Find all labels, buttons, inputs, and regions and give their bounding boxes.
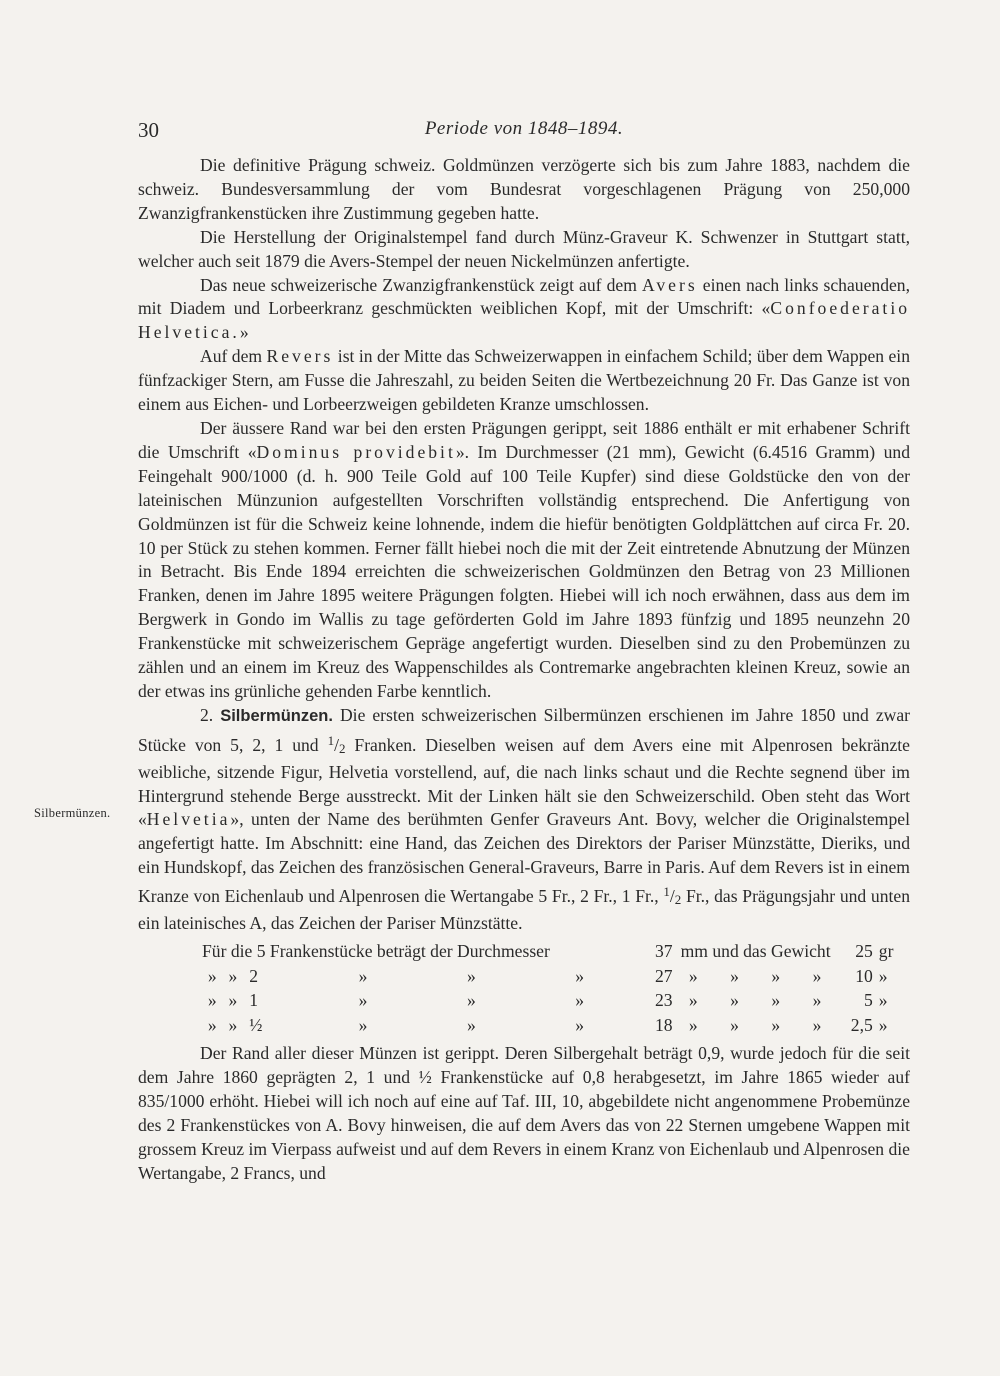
text-run: Der äussere Rand war bei den ersten Prägungen gerippt, seit 1886 enthält er mit erhabener Schrift die Umschrift « <box>138 417 910 462</box>
spaced-term: Revers <box>266 346 334 367</box>
table-row <box>138 940 910 965</box>
table-cell-unit: gr <box>878 941 894 961</box>
ditto-mark: » <box>812 965 822 986</box>
table-row <box>138 989 910 1014</box>
spaced-inscription: Helvetia <box>146 809 231 830</box>
spaced-term: Avers <box>641 274 698 295</box>
table-cell-coin: ½ <box>249 1014 263 1035</box>
ditto-mark: » <box>228 1014 238 1035</box>
ditto-mark: » <box>207 1014 217 1035</box>
fraction-numerator: 1 <box>663 884 670 900</box>
table-cell-coin: 2 <box>249 965 259 986</box>
ditto-mark: » <box>771 990 781 1010</box>
ditto-mark: » <box>466 965 476 986</box>
running-title: Periode von 1848–1894. <box>424 118 624 139</box>
body-text <box>138 154 910 1185</box>
spaced-inscription: Dominus providebit <box>256 441 456 462</box>
text-run: », unten der Name des berühmten Genfer Graveurs Ant. Bovy, welcher die Originalstempel angefertigt hatte. Im Abschnitt: eine Hand, das Zeichen des Direktors der Pariser Münzstätte, Dieriks, und ein Hundskopf, das Zeichen des französischen General-Graveurs, Barre in Paris. Auf dem Revers ist in einem Kranze von Eichenlaub und Alpenrosen die Wertangabe 5 Fr., 2 Fr., 1 Fr., <box>138 809 910 907</box>
text-run: Auf dem <box>200 346 267 367</box>
table-cell-mid: mm und das Gewicht <box>680 941 831 961</box>
ditto-mark: » <box>730 990 739 1010</box>
ditto-mark: » <box>688 965 698 986</box>
ditto-mark: » <box>207 965 217 986</box>
paragraph-7: Der Rand aller dieser Münzen ist gerippt. Deren Silbergehalt beträgt 0,9, wurde jedoch für die seit dem Jahre 1860 geprägten 2, 1 und ½ Frankenstücke auf 0,8 herabgesetzt, im Jahre 1865 wieder auf 835/1000 erhöht. Hiebei will ich noch auf eine auf Taf. III, 10, abgebildete nicht angenommene Probemünze des 2 Frankenstückes von A. Bovy hinweisen, die auf dem Avers das von 22 Sternen umgebene Wappen mit grossem Kreuz im Vierpass aufweist und auf dem Revers in einem Kranz von Eichenlaub und Alpenrosen die Wertangabe, 2 Francs, und <box>138 1043 910 1183</box>
fraction-denominator: 2 <box>338 740 346 756</box>
ditto-mark: » <box>228 965 238 986</box>
ditto-mark: » <box>358 965 368 986</box>
text-run: einen nach links schauenden, mit Diadem und Lorbeerkranz geschmückten weiblichen Kopf, mit der Umschrift: « <box>138 274 910 319</box>
text-run: Die ersten schweizerischen Silbermünzen erschienen im Jahre 1850 und zwar Stücke von 5, 2, 1 und <box>138 704 911 755</box>
table-cell-weight: 2,5 <box>850 1014 873 1035</box>
ditto-mark: » <box>688 990 698 1010</box>
table-cell-weight: 25 <box>855 941 873 961</box>
text-run: » <box>239 322 249 343</box>
table-cell-diameter: 18 <box>654 1014 673 1035</box>
table-row <box>138 1014 910 1039</box>
ditto-mark: » <box>575 990 585 1010</box>
ditto-mark: » <box>771 965 781 986</box>
text-run: Fr., das Prägungsjahr und unten ein lateinisches A, das Zeichen der Pariser Münzstätte. <box>138 886 910 934</box>
section-number: 2. <box>200 704 221 725</box>
text-run: Das neue schweizerische Zwanzigfrankenstück zeigt auf dem <box>200 274 642 295</box>
ditto-mark: » <box>228 990 238 1010</box>
page-number: 30 <box>138 118 159 142</box>
table-cell <box>138 965 202 990</box>
table-cell <box>138 940 202 965</box>
ditto-mark: » <box>358 1014 368 1035</box>
paragraph-3 <box>138 274 910 346</box>
page-header <box>138 118 910 148</box>
table-cell-diameter: 27 <box>654 965 673 986</box>
text-run: ». Im Durchmesser (21 mm), Gewicht (6.4516 Gramm) und Feingehalt 900/1000 (d. h. 900 Teile Gold auf 100 Teile Kupfer) sind diese Goldstücke den von der lateinischen Münzunion aufgestellten Vorschriften vollständig entsprechend. Die Anfertigung von Goldmünzen ist für die Schweiz keine lohnende, indem die hiefür benötigten Goldplättchen auf circa Fr. 20. 10 per Stück zu stehen kommen. Ferner fällt hiebei noch die mit der Zeit eintretende Abnutzung der Münzen in Betracht. Bis Ende 1894 erreichten die schweizerischen Goldmünzen den Betrag von 23 Millionen Franken, denen im Jahre 1895 weitere Prägungen folgten. Hiebei will ich noch erwähnen, dass aus dem im Bergwerk in Gondo im Wallis zu tage geförderten Gold im Jahre 1893 fünfzig und 1895 neunzehn 20 Frankenstücke mit schweizerischem Gepräge angefertigt wurden. Dieselben sind zu den Probemünzen zu zählen und an einem im Kreuz des Wappenschildes als Contremarke angebrachten kleinen Kreuz, sowie an der etwas ins grünliche gehenden Farbe kenntlich. <box>138 441 910 701</box>
table-cell-weight: 5 <box>863 990 873 1010</box>
ditto-mark: » <box>730 1014 739 1035</box>
ditto-mark: » <box>575 965 585 986</box>
table-cell <box>138 1014 202 1039</box>
ditto-mark: » <box>878 990 888 1010</box>
ditto-mark: » <box>878 1014 888 1035</box>
ditto-mark: » <box>466 990 476 1010</box>
ditto-mark: » <box>812 990 822 1010</box>
paragraph-1: Die definitive Prägung schweiz. Goldmünzen verzögerte sich bis zum Jahre 1883, nachdem die schweiz. Bundesversammlung der vom Bundesrat vorgeschlagenen Prägung von 250,000 Zwanzigfrankenstücken ihre Zustimmung gegeben hatte. <box>138 155 910 223</box>
ditto-mark: » <box>878 965 888 986</box>
ditto-mark: » <box>688 1014 698 1035</box>
ditto-mark: » <box>575 1014 585 1035</box>
table-cell-weight: 10 <box>855 965 873 986</box>
table-cell-coin: 1 <box>249 990 259 1010</box>
paragraph-5 <box>138 417 910 704</box>
paragraph-2: Die Herstellung der Originalstempel fand durch Münz-Graveur K. Schwenzer in Stuttgart statt, welcher auch seit 1879 die Avers-Stempel der neuen Nickelmünzen anfertigte. <box>138 226 910 271</box>
table-cell <box>138 989 202 1014</box>
text-run: ist in der Mitte das Schweizerwappen in einfachem Schild; über dem Wappen ein fünfzackiger Stern, am Fusse die Jahreszahl, zu beiden Seiten die Wertbezeichnung 20 Fr. Das Ganze ist von einem aus Eichen- und Lorbeerzweigen gebildeten Kranze umschlossen. <box>138 346 910 415</box>
coin-weights-table <box>138 940 910 1038</box>
fraction-denominator: 2 <box>674 892 682 908</box>
ditto-mark: » <box>207 990 217 1010</box>
ditto-mark: » <box>730 965 739 986</box>
table-row <box>138 965 910 990</box>
section-heading: Silbermünzen. <box>220 706 333 725</box>
ditto-mark: » <box>358 990 368 1010</box>
paragraph-6: 2. Silbermünzen. Die ersten schweizerischen Silbermünzen erschienen im Jahre 1850 und zwar Stücke von 5, 2, 1 und $^1$/2 Franken. Dieselben weisen auf dem Avers eine mit Alpenrosen bekränzte weibliche, sitzende Figur, Helvetia vorstellend, auf, die nach links schaut und die Rechte segnend über im Hintergrund stehende Berge ausstreckt. Mit der Linken hält sie den Schweizerschild. Oben steht das Wort «Helvetia», unten der Name des berühmten Genfer Graveurs Ant. Bovy, welcher die Originalstempel angefertigt hatte. Im Abschnitt: eine Hand, das Zeichen des Direktors der Pariser Münzstätte, Dieriks, und ein Hundskopf, das Zeichen des französischen General-Graveurs, Barre in Paris. Auf dem Revers ist in einem Kranze von Eichenlaub und Alpenrosen die Wertangabe 5 Fr., 2 Fr., 1 Fr., $^1$/2 Fr., das Prägungsjahr und unten ein lateinisches A, das Zeichen der Pariser Münzstätte. <box>138 704 911 934</box>
marginal-note: Silbermünzen. <box>34 806 111 820</box>
ditto-mark: » <box>812 1014 822 1035</box>
table-cell-intro: Für die 5 Frankenstücke beträgt der Durchmesser <box>201 941 550 961</box>
table-cell-diameter: 23 <box>654 990 673 1010</box>
paragraph-4 <box>138 345 910 417</box>
spaced-inscription: Confoederatio Helvetica. <box>138 298 910 343</box>
ditto-mark: » <box>771 1014 781 1035</box>
fraction-numerator: 1 <box>327 732 335 748</box>
ditto-mark: » <box>466 1014 476 1035</box>
text-run: Franken. Dieselben weisen auf dem Avers eine mit Alpenrosen bekränzte weibliche, sitzende Figur, Helvetia vorstellend, auf, die nach links schaut und die Rechte segnend über im Hintergrund stehende Berge ausstreckt. Mit der Linken hält sie den Schweizerschild. Oben steht das Wort « <box>138 734 910 830</box>
table-cell-diameter: 37 <box>654 941 673 961</box>
